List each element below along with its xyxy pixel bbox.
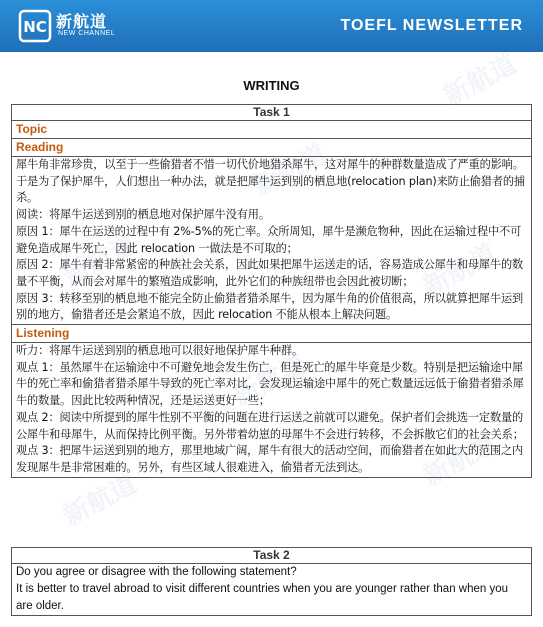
task2-line: It is better to travel abroad to visit different countries when you are younger rather than when you are older. [16,583,509,612]
task2-title: Task 2 [12,548,532,564]
watermark: 新航道 [58,469,142,533]
task2-content [12,564,532,616]
listening-paragraph: 观点 1：虽然犀牛在运输途中不可避免地会发生伤亡，但是死亡的犀牛毕竟是少数。特别是把运输途中犀牛的死亡率和偷猎者猎杀犀牛导致的死亡率对比，会发现运输途中犀牛的死亡数量远远低于偷猎者猎杀犀牛的数量。因此比较两种情况，还是运送更好一些； [16,360,524,408]
task2-table [11,547,532,616]
brand-name-en: NEW CHANNEL [58,30,116,37]
listening-label: Listening [12,325,532,343]
listening-paragraph: 观点 3：把犀牛运送到别的地方，那里地域广阔，犀牛有很大的活动空间，而偷猎者在如此大的范围之内发现犀牛是非常困难的。另外，有些区域人很难进入，偷猎者无法到达。 [16,444,524,474]
task1-title: Task 1 [12,105,532,121]
reading-paragraph: 原因 3：转移至别的栖息地不能完全防止偷猎者猎杀犀牛，因为犀牛角的价值很高，所以就算把犀牛运到别的地方，偷猎者还是会紧追不放，因此 relocation 不能从根本上解决问题。 [16,291,524,322]
section-title: WRITING [243,78,300,93]
watermark: 新航道 [248,139,332,203]
watermark: 新航道 [438,49,522,113]
watermark: 新航道 [58,229,142,293]
newsletter-title: TOEFL NEWSLETTER [340,17,523,34]
reading-paragraph: 阅读：将犀牛运送到别的栖息地对保护犀牛没有用。 [16,208,270,222]
watermark: 新航道 [228,349,312,413]
listening-paragraph: 观点 2：阅读中所提到的犀牛性别不平衡的问题在进行运送之前就可以避免。保护者们会挑选一定数量的公犀牛和母犀牛，从而保持比例平衡。另外带着幼崽的母犀牛不会进行转移，不会拆散它们的社会关系； [16,410,524,441]
listening-paragraph: 听力：将犀牛运送到别的栖息地可以很好地保护犀牛种群。 [16,344,303,358]
reading-label: Reading [12,139,532,157]
svg-text:NC: NC [23,18,47,36]
listening-content [12,343,532,478]
watermark: 新航道 [418,239,502,303]
newsletter-header [0,0,543,52]
reading-paragraph: 原因 1：犀牛在运送的过程中有 2%-5%的死亡率。众所周知，犀牛是濒危物种，因此在运输过程中不可避免造成犀牛死亡，因此 relocation 一做法是不可取的； [16,224,522,255]
new-channel-logo-icon [18,9,52,43]
reading-paragraph: 原因 2：犀牛有着非常紧密的种族社会关系，因此如果把犀牛运送走的话，容易造成公犀牛和母犀牛的数量不平衡，从而会对犀牛的繁殖造成影响，此外它们的种族纽带也会因此被切断； [16,258,524,288]
brand-name-cn: 新航道 [56,12,108,31]
task2-line: Do you agree or disagree with the following statement? [16,566,297,578]
topic-label: Topic [12,121,532,139]
task1-table [11,104,532,478]
watermark: 新航道 [418,429,502,493]
reading-paragraph: 犀牛角非常珍贵，以至于一些偷猎者不惜一切代价地猎杀犀牛，这对犀牛的种群数量造成了严重的影响。于是为了保护犀牛，人们想出一种办法，就是把犀牛运到别的栖息地(relocation plan)来防止偷猎者的捕杀。 [16,158,525,205]
reading-content [12,157,532,325]
